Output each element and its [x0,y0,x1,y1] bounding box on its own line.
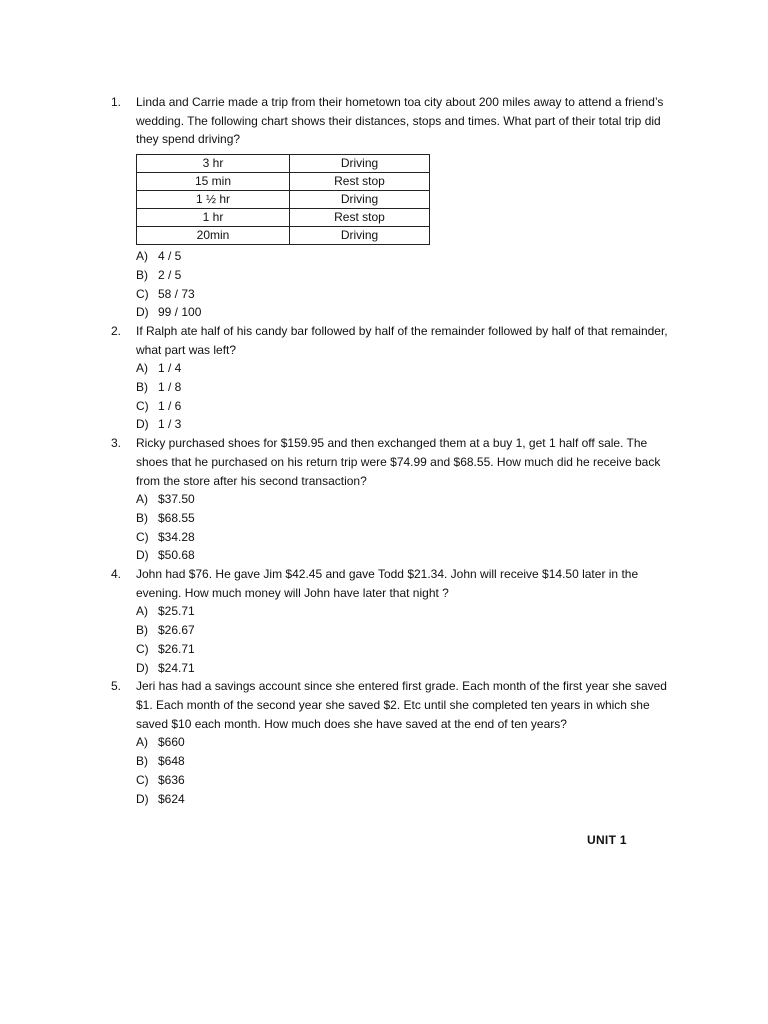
option-value: $68.55 [158,510,195,525]
answer-option-c [136,640,671,659]
table-cell-activity: Rest stop [290,173,430,191]
option-letter: C) [136,529,149,544]
option-value: 58 / 73 [158,286,195,301]
option-value: 1 / 6 [158,398,182,413]
table-row [137,209,430,227]
option-value: $624 [158,791,185,806]
answer-option-a [136,733,671,752]
table-cell-activity: Rest stop [290,209,430,227]
option-letter: D) [136,548,149,563]
option-letter: A) [136,735,148,750]
option-value: 1 / 3 [158,417,182,432]
answer-option-b [136,621,671,640]
table-cell-time: 3 hr [137,155,290,173]
table-row [137,155,430,173]
answer-option-d [136,659,671,678]
question-text: If Ralph ate half of his candy bar followed by half of the remainder followed by half of that remainder, what part was left? [136,323,668,357]
option-value: $636 [158,772,185,787]
option-value: 4 / 5 [158,249,182,264]
question-1 [111,93,671,322]
table-row [137,191,430,209]
question-number: 2. [111,323,122,338]
question-text: Linda and Carrie made a trip from their hometown toa city about 200 miles away to attend a friend’s wedding. The following chart shows their distances, stops and times. What part of their total trip did they spend driving? [136,95,664,147]
question-number: 1. [111,95,122,109]
answer-option-c [136,771,671,790]
question-5 [111,677,671,808]
answer-options [136,733,671,808]
table-cell-time: 15 min [137,173,290,191]
table-cell-time: 1 ½ hr [137,191,290,209]
table-cell-time: 20min [137,227,290,245]
answer-option-b [136,266,671,285]
option-letter: B) [136,380,148,395]
answer-options [136,490,671,565]
answer-option-b [136,378,671,397]
option-letter: D) [136,660,149,675]
option-value: $25.71 [158,604,195,619]
option-value: $34.28 [158,529,195,544]
option-value: $648 [158,754,185,769]
option-value: 1 / 8 [158,380,182,395]
option-letter: A) [136,604,148,619]
option-letter: C) [136,641,149,656]
answer-option-d [136,415,671,434]
answer-option-c [136,397,671,416]
question-3 [111,434,671,565]
answer-option-d [136,303,671,322]
table-cell-activity: Driving [290,191,430,209]
table-cell-activity: Driving [290,227,430,245]
option-value: $50.68 [158,548,195,563]
question-text: Ricky purchased shoes for $159.95 and then exchanged them at a buy 1, get 1 half off sale. The shoes that he purchased on his return trip were $74.99 and $68.55. How much did he receive back from the store after his second transaction? [136,436,661,488]
answer-option-a [136,359,671,378]
option-letter: D) [136,305,149,320]
option-value: 2 / 5 [158,267,182,282]
answer-option-b [136,752,671,771]
answer-options [136,602,671,677]
option-letter: A) [136,361,148,376]
option-letter: D) [136,791,149,806]
option-value: 99 / 100 [158,305,202,320]
option-letter: B) [136,267,148,282]
table-cell-activity: Driving [290,155,430,173]
table-row [137,173,430,191]
question-text: John had $76. He gave Jim $42.45 and gave Todd $21.34. John will receive $14.50 later in the evening. How much money will John have later that night ? [136,567,639,600]
option-value: $26.67 [158,623,195,638]
option-value: $37.50 [158,492,195,507]
question-2 [111,322,671,434]
option-letter: A) [136,492,148,507]
table-cell-time: 1 hr [137,209,290,227]
option-value: $660 [158,735,185,750]
trip-table [136,154,430,245]
answer-option-a [136,490,671,509]
option-letter: C) [136,398,149,413]
answer-option-d [136,790,671,809]
option-letter: C) [136,286,149,301]
answer-option-d [136,546,671,565]
option-letter: A) [136,249,148,264]
option-value: $26.71 [158,641,195,656]
question-4 [111,565,671,677]
question-list [111,93,671,808]
unit-label: UNIT 1 [587,833,627,847]
option-letter: B) [136,754,148,769]
question-number: 5. [111,679,122,694]
option-letter: B) [136,510,148,525]
question-text: Jeri has had a savings account since she entered first grade. Each month of the first year she saved $1. Each month of the second year she saved $2. Etc until she completed ten years in which she saved $10 each month. How much does she have saved at the end of ten years? [136,679,667,731]
answer-option-a [136,247,671,266]
option-letter: B) [136,623,148,638]
answer-options [136,247,671,322]
option-value: $24.71 [158,660,195,675]
question-number: 3. [111,436,122,451]
answer-option-c [136,528,671,547]
option-letter: D) [136,417,149,432]
option-value: 1 / 4 [158,361,182,376]
table-row [137,227,430,245]
answer-option-a [136,602,671,621]
answer-option-b [136,509,671,528]
answer-option-c [136,285,671,304]
answer-options [136,359,671,434]
option-letter: C) [136,772,149,787]
question-number: 4. [111,567,122,582]
